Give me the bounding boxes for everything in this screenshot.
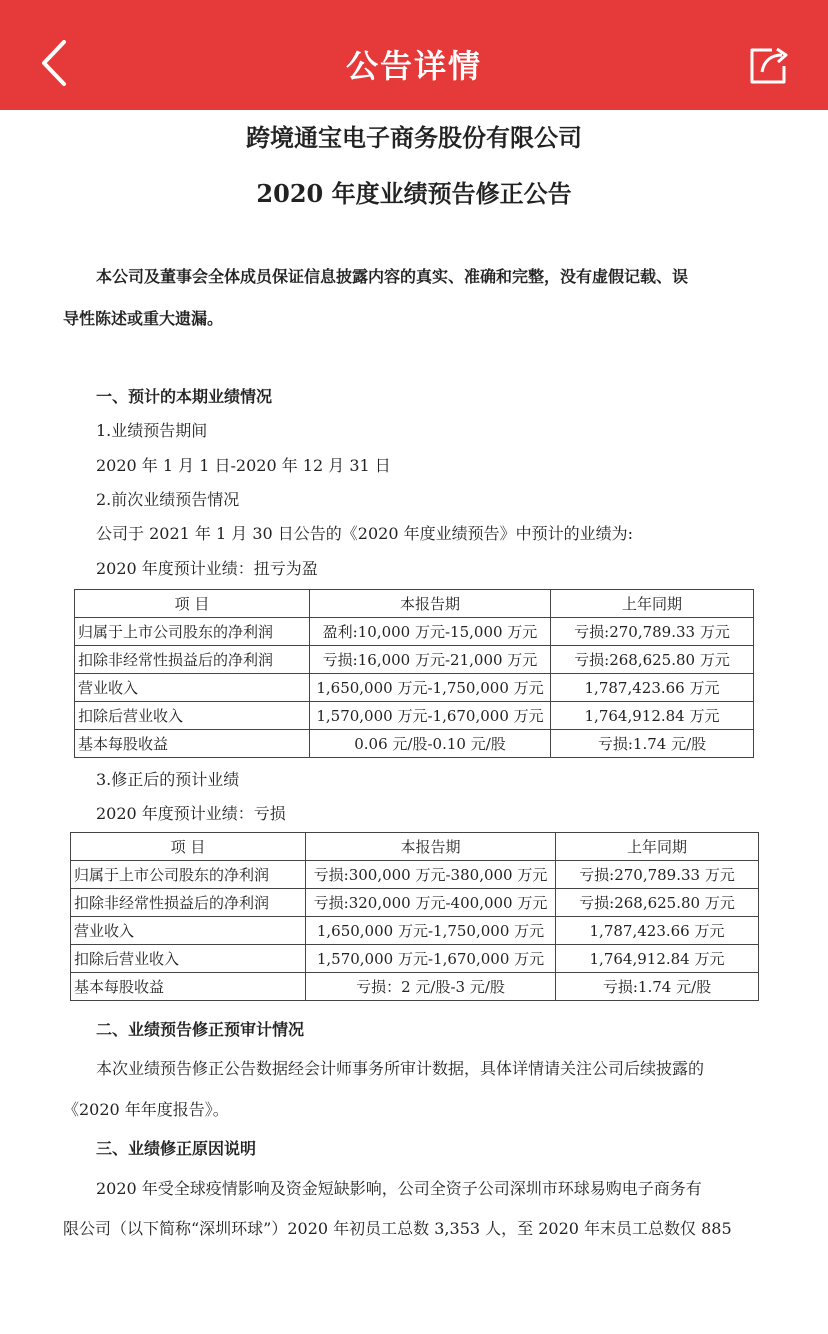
item-cell: 扣除非经常性损益后的净利润 [71, 889, 306, 917]
item-cell: 营业收入 [71, 917, 306, 945]
current-period-cell: 亏损:300,000 万元-380,000 万元 [306, 861, 556, 889]
header-cell: 本报告期 [310, 590, 551, 618]
page-title: 公告详情 [345, 47, 482, 85]
header-cell: 项 目 [71, 833, 306, 861]
prior-period-cell: 1,787,423.66 万元 [551, 674, 754, 702]
item-cell: 扣除后营业收入 [71, 945, 306, 973]
item-cell: 基本每股收益 [71, 973, 306, 1001]
app-header [0, 0, 828, 110]
table-row [71, 973, 759, 1001]
table-row [75, 646, 754, 674]
current-period-cell: 1,650,000 万元-1,750,000 万元 [310, 674, 551, 702]
table-row [71, 889, 759, 917]
header-cell: 上年同期 [556, 833, 759, 861]
header-cell: 项 目 [75, 590, 310, 618]
section-1-2: 2.前次业绩预告情况 [96, 490, 240, 509]
current-period-cell: 0.06 元/股-0.10 元/股 [310, 730, 551, 758]
item-cell: 基本每股收益 [75, 730, 310, 758]
revised-forecast-table [70, 832, 759, 1001]
item-cell: 归属于上市公司股东的净利润 [71, 861, 306, 889]
section-3-heading: 三、业绩修正原因说明 [96, 1139, 257, 1158]
section-3-line-1: 2020 年受全球疫情影响及资金短缺影响，公司全资子公司深圳市环球易购电子商务有 [96, 1179, 702, 1198]
current-period-cell: 1,570,000 万元-1,670,000 万元 [310, 702, 551, 730]
section-2-line-2: 《2020 年年度报告》。 [63, 1100, 229, 1119]
table-row [75, 730, 754, 758]
table-header-row [75, 590, 754, 618]
item-cell: 扣除后营业收入 [75, 702, 310, 730]
current-period-cell: 亏损：2 元/股-3 元/股 [306, 973, 556, 1001]
section-3-line-2: 限公司（以下简称“深圳环球”）2020 年初员工总数 3,353 人，至 2020 年末员工总数仅 885 [63, 1219, 732, 1238]
share-button[interactable] [748, 44, 794, 86]
company-name: 跨境通宝电子商务股份有限公司 [246, 123, 582, 152]
prior-period-cell: 1,787,423.66 万元 [556, 917, 759, 945]
back-button[interactable] [36, 38, 76, 88]
table-row [71, 861, 759, 889]
prior-period-cell: 1,764,912.84 万元 [551, 702, 754, 730]
section-2-line-1: 本次业绩预告修正公告数据经会计师事务所审计数据，具体详情请关注公司后续披露的 [96, 1059, 705, 1078]
prev-forecast-intro: 公司于 2021 年 1 月 30 日公告的《2020 年度业绩预告》中预计的业绩为: [96, 524, 633, 543]
item-cell: 营业收入 [75, 674, 310, 702]
prior-period-cell: 亏损:1.74 元/股 [551, 730, 754, 758]
forecast-period: 2020 年 1 月 1 日-2020 年 12 月 31 日 [96, 456, 391, 475]
section-1-3: 3.修正后的预计业绩 [96, 770, 240, 789]
current-period-cell: 1,570,000 万元-1,670,000 万元 [306, 945, 556, 973]
current-period-cell: 1,650,000 万元-1,750,000 万元 [306, 917, 556, 945]
prior-period-cell: 亏损:270,789.33 万元 [556, 861, 759, 889]
section-2-heading: 二、业绩预告修正预审计情况 [96, 1020, 305, 1039]
statement-line-2: 导性陈述或重大遗漏。 [63, 309, 224, 328]
table-row [75, 674, 754, 702]
chevron-left-icon [36, 38, 76, 88]
prior-period-cell: 亏损:1.74 元/股 [556, 973, 759, 1001]
current-period-cell: 亏损:16,000 万元-21,000 万元 [310, 646, 551, 674]
section-1-heading: 一、预计的本期业绩情况 [96, 387, 273, 406]
prior-period-cell: 亏损:268,625.80 万元 [556, 889, 759, 917]
header-cell: 上年同期 [551, 590, 754, 618]
item-cell: 扣除非经常性损益后的净利润 [75, 646, 310, 674]
table-header-row [71, 833, 759, 861]
current-period-cell: 亏损:320,000 万元-400,000 万元 [306, 889, 556, 917]
prior-period-cell: 1,764,912.84 万元 [556, 945, 759, 973]
table-row [71, 945, 759, 973]
current-period-cell: 盈利:10,000 万元-15,000 万元 [310, 618, 551, 646]
table-row [71, 917, 759, 945]
prior-period-cell: 亏损:268,625.80 万元 [551, 646, 754, 674]
prev-forecast-table [74, 589, 754, 758]
announcement-title: 2020 年度业绩预告修正公告 [256, 179, 572, 208]
item-cell: 归属于上市公司股东的净利润 [75, 618, 310, 646]
prior-period-cell: 亏损:270,789.33 万元 [551, 618, 754, 646]
prev-forecast-summary: 2020 年度预计业绩：扭亏为盈 [96, 559, 318, 578]
table-row [75, 618, 754, 646]
table-row [75, 702, 754, 730]
share-icon [748, 44, 794, 86]
statement-line-1: 本公司及董事会全体成员保证信息披露内容的真实、准确和完整，没有虚假记载、误 [96, 267, 689, 286]
revised-forecast-summary: 2020 年度预计业绩：亏损 [96, 804, 286, 823]
header-cell: 本报告期 [306, 833, 556, 861]
section-1-1: 1.业绩预告期间 [96, 421, 208, 440]
